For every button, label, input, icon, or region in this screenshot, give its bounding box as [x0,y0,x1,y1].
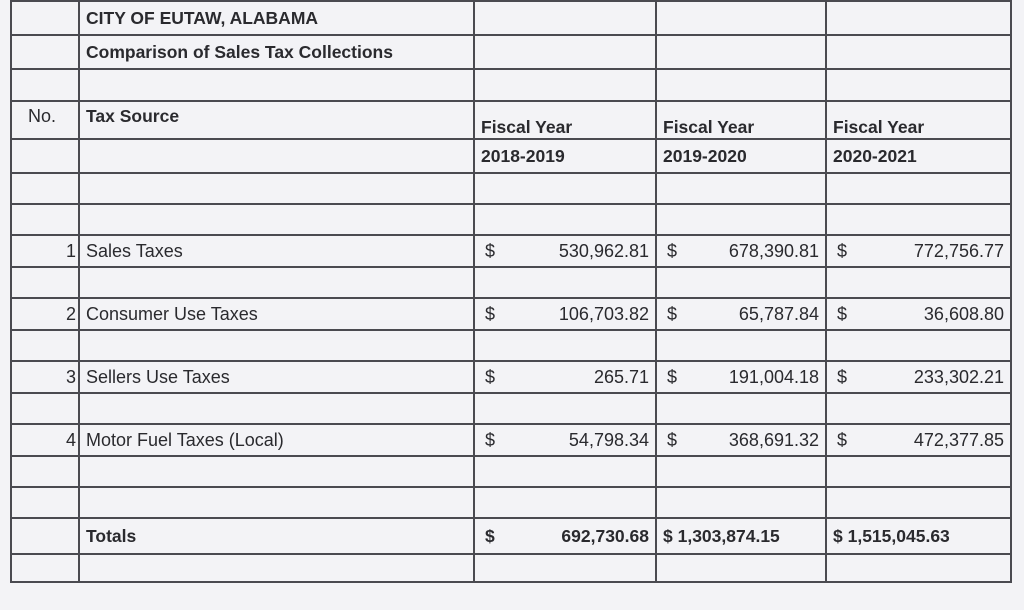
tax-source-cell: Sales Taxes [79,235,474,267]
amount-value: 36,608.80 [923,303,1004,324]
amount-value: 65,787.84 [738,303,819,324]
table-row [11,235,1011,267]
report-subtitle: Comparison of Sales Tax Collections [79,35,474,69]
total-cell [656,518,826,554]
amount-cell [826,361,1011,393]
sales-tax-table [10,0,1012,583]
totals-row [11,518,1011,554]
total-value: 692,730.68 [561,525,649,546]
col-header-fy-years: 2018-2019 [474,139,656,173]
header-row [11,101,1011,139]
currency-symbol: $ [837,366,848,387]
currency-symbol: $ [837,429,848,450]
total-cell [474,518,656,554]
total-value: 1,303,874.15 [677,525,780,546]
currency-symbol: $ [485,525,495,546]
col-header-fy-label: Fiscal Year [474,101,656,139]
row-number: 4 [11,424,79,456]
currency-symbol: $ [485,366,496,387]
amount-cell [656,235,826,267]
table-row [11,361,1011,393]
currency-symbol: $ [837,303,848,324]
amount-cell [474,361,656,393]
title-row [11,1,1011,35]
spacer-row [11,456,1011,487]
row-number: 2 [11,298,79,330]
amount-value: 368,691.32 [728,429,819,450]
city-title: CITY OF EUTAW, ALABAMA [79,1,474,35]
amount-cell [656,361,826,393]
total-value: 1,515,045.63 [847,525,950,546]
table-row [11,298,1011,330]
amount-cell [656,424,826,456]
header-years-row [11,139,1011,173]
col-header-tax-source: Tax Source [79,101,474,139]
currency-symbol: $ [485,240,496,261]
amount-cell [656,298,826,330]
amount-value: 772,756.77 [913,240,1004,261]
amount-value: 678,390.81 [728,240,819,261]
spacer-row [11,393,1011,424]
currency-symbol: $ [485,429,496,450]
currency-symbol: $ [667,429,678,450]
spacer-row [11,487,1011,518]
spacer-row [11,330,1011,361]
currency-symbol: $ [667,366,678,387]
currency-symbol: $ [663,525,673,546]
col-header-fy-label: Fiscal Year [656,101,826,139]
amount-value: 472,377.85 [913,429,1004,450]
amount-cell [826,235,1011,267]
tax-source-cell: Sellers Use Taxes [79,361,474,393]
col-header-fy-years: 2020-2021 [826,139,1011,173]
amount-cell [474,424,656,456]
currency-symbol: $ [667,240,678,261]
amount-value: 106,703.82 [558,303,649,324]
amount-value: 530,962.81 [558,240,649,261]
total-cell [826,518,1011,554]
subtitle-row [11,35,1011,69]
col-header-no: No. [11,101,79,139]
blank-row [11,69,1011,101]
currency-symbol: $ [837,240,848,261]
amount-value: 191,004.18 [728,366,819,387]
blank-row [11,204,1011,235]
tax-source-cell: Motor Fuel Taxes (Local) [79,424,474,456]
spacer-row [11,554,1011,582]
totals-label: Totals [79,518,474,554]
amount-cell [474,298,656,330]
col-header-fy-label: Fiscal Year [826,101,1011,139]
amount-value: 233,302.21 [913,366,1004,387]
amount-cell [474,235,656,267]
amount-value: 265.71 [593,366,649,387]
currency-symbol: $ [485,303,496,324]
currency-symbol: $ [667,303,678,324]
col-header-fy-years: 2019-2020 [656,139,826,173]
row-number: 3 [11,361,79,393]
currency-symbol: $ [833,525,843,546]
amount-cell [826,424,1011,456]
amount-cell [826,298,1011,330]
row-number: 1 [11,235,79,267]
spacer-row [11,267,1011,298]
amount-value: 54,798.34 [568,429,649,450]
table-row [11,424,1011,456]
tax-source-cell: Consumer Use Taxes [79,298,474,330]
blank-row [11,173,1011,204]
